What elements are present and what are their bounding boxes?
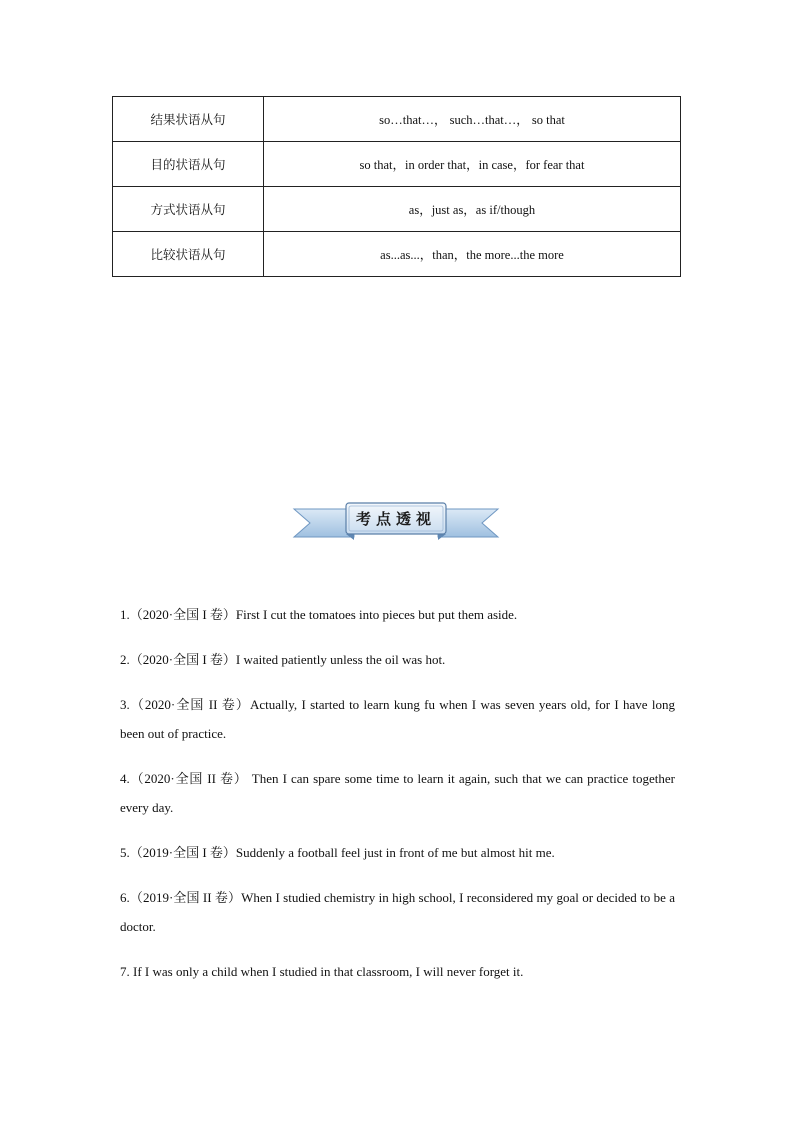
table-row [113, 232, 681, 277]
table-row [113, 142, 681, 187]
list-item: 1.（2020·全国 I 卷）First I cut the tomatoes into pieces but put them aside. [120, 607, 518, 622]
clause-type-cell: 比较状语从句 [113, 232, 264, 277]
list-item: 3.（2020·全国 II 卷）Actually, I started to learn kung fu when I was seven years old, for I have long been out of practice. [120, 697, 675, 741]
list-item: 2.（2020·全国 I 卷）I waited patiently unless the oil was hot. [120, 652, 446, 667]
list-item: 7. If I was only a child when I studied in that classroom, I will never forget it. [120, 964, 524, 979]
conjunctions-cell: as，just as，as if/though [264, 187, 681, 232]
table-row [113, 187, 681, 232]
banner-title: 考点透视 [355, 509, 436, 528]
clause-type-cell: 结果状语从句 [113, 97, 264, 142]
list-item: 5.（2019·全国 I 卷）Suddenly a football feel just in front of me but almost hit me. [120, 845, 555, 860]
clause-type-cell: 方式状语从句 [113, 187, 264, 232]
question-list [120, 600, 675, 1002]
conjunctions-cell: so that，in order that，in case，for fear that [264, 142, 681, 187]
clause-type-cell: 目的状语从句 [113, 142, 264, 187]
section-banner [292, 500, 500, 542]
list-item: 4.（2020·全国 II 卷） Then I can spare some time to learn it again, such that we can practice together every day. [120, 771, 675, 815]
list-item: 6.（2019·全国 II 卷）When I studied chemistry in high school, I reconsidered my goal or decided to be a doctor. [120, 890, 675, 934]
table-row [113, 97, 681, 142]
conjunctions-cell: so…that…， such…that…， so that [264, 97, 681, 142]
adverbial-clause-table [112, 96, 681, 277]
conjunctions-cell: as...as...，than，the more...the more [264, 232, 681, 277]
